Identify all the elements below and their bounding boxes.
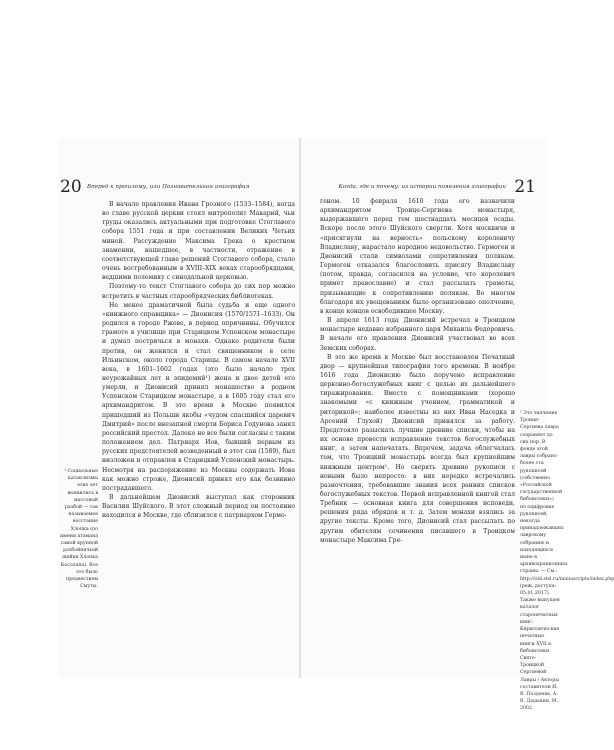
paragraph: В дальнейшем Дионисий выступал как сторонник Василия Шуйского. В этот сложный период он постоянно находился в Москве, где сблизился с патриархом Гермо- <box>102 494 295 520</box>
left-running-head: Вперед к прошлому, или Познавательная агиография <box>87 184 250 190</box>
left-footnote <box>56 468 98 590</box>
footnote-text: ¹ Социальные катаклизмы этих лет выявились в массовый разбой — так называемое восстание Хлопка (по имени атамана самой крупной разбойничьей шайки Хлопка Косолапа). Все это было предвестием Смуты. <box>60 469 98 590</box>
paragraph: Не менее драматичной была судьба и еще одного «книжного справщика» — Дионисия (1570/1571–1633). Он родился в городе Ржеве, в период опричнины. Обучился грамоте в училище при Старицком Успенском монастыре и думал постричься в монахи. Однако родители были против, он женился и стал священником в селе Ильинском, около города Старицы. В самом начале XVII века, в 1601–1602 годах (это было начало трех неурожайных лет и эпидемий¹) жена и двое детей его умерли, и Дионисий принял монашество в родном Успенском Старицком монастыре, а в 1605 году стал его архимандритом. В это время в Москве появился пришедший из Польши якобы «чудом спасшийся царевич Дмитрий» после внезапной смерти Бориса Годунова занял российский престол. Далеко не все были согласны с таким положением дел. Патриарх Иов, бывший первым из русских предстоятелей возведенный в этот сан (1589), был низложен и отправлен в Старицкий Успенский монастырь. Несмотря на распоряжение из Москвы содержать Иова как можно строже, Дионисий принял его как безвинно пострадавшего. <box>102 301 295 492</box>
right-footnote <box>520 410 614 713</box>
paragraph: В это же время в Москве был восстановлен Печатный двор — крупнейшая типография того времени. В ноябре 1616 года Дионисию было поручено исправление церковно-богослужебных книг с целью их дальнейшего тиражирования. Вместе с помощниками (хорошо знакомыми «с книжным учением, грамматикой и риторикой»; наиболее известны из них Иван Наседка и Арсений Глухой) Дионисий принялся за работу. Предстояло разыскать лучшие древние списки, чтобы на их основе провести исправление текстов богослужебных книг, а затем напечатать. Впрочем, задача облегчалась тем, что Троицкий монастырь всегда был крупнейшим книжным центром¹. Но сверять древние рукописи с новыми было непросто: в них нередко встречались разночтения, требовавшие знания всех ранних списков богослужебных текстов. Первой исправленной книгой стал Требник — основная книга для совершения исповеди, решения ряда обрядов и т. д. Затем монахи взялись за другие тексты. Кроме того, Дионисий стал рассылать по другим обителям сочинения писавшего в Троицком монастыре Максима Гре- <box>320 353 515 544</box>
paragraph: В апреле 1613 года Дионисий встречал в Троицком монастыре недавно избранного царя Михаила Федоровича. В начале его правления Дионисий участвовал во всех Земских соборах. <box>320 317 515 352</box>
book-spine <box>299 138 301 678</box>
left-page-number: 20 <box>60 177 82 197</box>
paragraph: В начале правления Ивана Грозного (1533–1584), когда во главе русской церкви стоял митрополит Макарий, чьи труды оказались актуальными при подготовке Стоглавого собора 1551 года и при составлении Великих Четьих миней. Рассуждение Максима Грека о крестном знамении, нашедшее, в частности, отражение в соответствующей главе решений Стоглавого собора, стало очень востребованным в XVIII–XIX веках старообрядцами, ведшими полемику с синодальной церковью. <box>102 201 295 282</box>
left-body-text <box>102 200 295 520</box>
right-running-head: Когда, где и почему: из истории появления агиографии <box>338 184 506 190</box>
right-body-text <box>320 197 515 545</box>
paragraph: Поэтому-то текст Стоглавого собора до сих пор можно встретить в частных старообрядческих библиотеках. <box>102 283 295 300</box>
footnote-text: ¹ Это значение Троице-Сергиева лавра сохраняет до сих пор. В фонде этой лавры собрано более ста рукописей (собственно «Российской государственной библиотеки») по оцифровке рукописей, некогда принадлежавших лаврскому собранию и находящихся ныне в архивохранилищах страны. — См.: http://old.stsl.ru/manuscripts/index.php (реж. доступа: 05.01.2017). Также выпущен каталог старопечатных книг: Кириллические печатные книги XVII в. библиотеки Свято-Троицкой Сергиевой Лавры / Авторы составители И. В. Поздеева, А. В. Дадыкин. М., 2002. <box>520 411 614 712</box>
paragraph: геном. 10 февраля 1610 года его назначили архимандритом Троице-Сергиева монастыря, выдержавшего перед тем шестнадцать месяцев осады. Вскоре после этого Шуйского свергли. Хотя москвичи и «присягнули на верность» польскому королевичу Владиславу, нарастало народное недовольство. Гермоген и Дионисий стали символами сопротивления полякам. Гермоген отказался благословить присягу Владиславу (потом, правда, согласился на условие, что королевич примет православие) и стал рассылать грамоты, призывающие к сопротивлению полякам. Во многом благодаря их увещеваниям было организовано ополчение, в конце концов освободившее Москву. <box>320 198 515 315</box>
right-page-number: 21 <box>514 177 536 197</box>
